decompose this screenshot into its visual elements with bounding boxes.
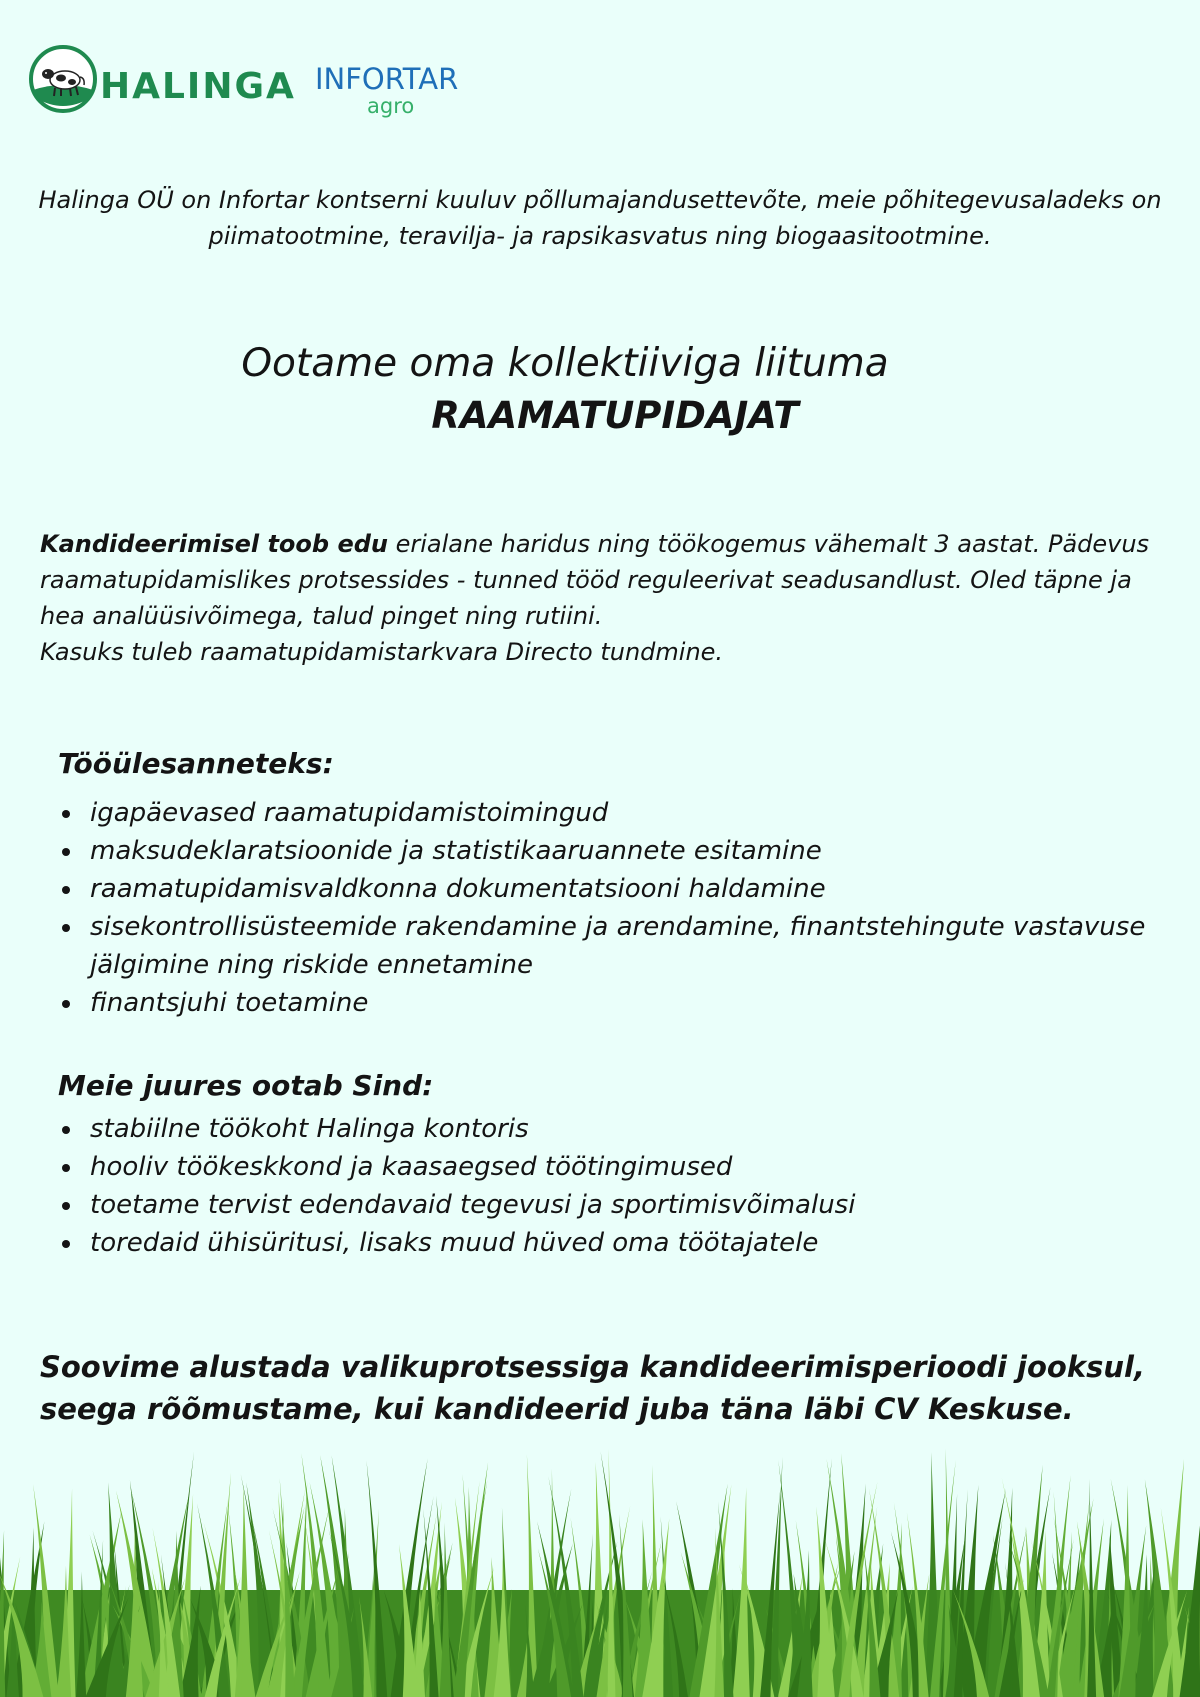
- list-item: igapäevased raamatupidamistoimingud: [58, 794, 1188, 832]
- headline-line1: Ootame oma kollektiiviga liituma: [241, 341, 889, 386]
- headline: [0, 338, 1200, 442]
- cow-logo-icon: [28, 44, 98, 114]
- list-item: toredaid ühisüritusi, lisaks muud hüved oma töötajatele: [58, 1224, 1188, 1262]
- list-item: maksudeklaratsioonide ja statistikaaruannete esitamine: [58, 832, 1188, 870]
- offer-title: Meie juures ootab Sind:: [58, 1069, 434, 1102]
- company-intro: Halinga OÜ on Infortar kontserni kuuluv põllumajandusettevõte, meie põhitegevusaladeks on piimatootmine, teravilja- ja rapsikasvatus ning biogaasitootmine.: [38, 186, 1162, 250]
- list-item: raamatupidamisvaldkonna dokumentatsiooni haldamine: [58, 870, 1188, 908]
- infortar-logo-subtext: agro: [367, 94, 415, 118]
- list-item: finantsjuhi toetamine: [58, 984, 1188, 1022]
- infortar-logo-text: INFORTAR: [315, 62, 459, 96]
- infortar-logo: [315, 62, 485, 122]
- job-title: RAAMATUPIDAJAT: [431, 394, 799, 437]
- qualifications-paragraph: [40, 526, 1180, 670]
- offer-list: [58, 1110, 1188, 1262]
- tasks-list: [58, 794, 1188, 1022]
- list-item: hooliv töökeskkond ja kaasaegsed töötingimused: [58, 1148, 1188, 1186]
- tasks-title: Tööülesanneteks:: [58, 747, 334, 780]
- list-item: sisekontrollisüsteemide rakendamine ja arendamine, finantstehingute vastavuse jälgimine ning riskide ennetamine: [58, 908, 1188, 984]
- qualifications-lead: Kandideerimisel toob edu: [40, 530, 388, 558]
- qualifications-text: erialane haridus ning töökogemus vähemalt 3 aastat. Pädevus raamatupidamislikes protsessides - tunned tööd reguleerivat seadusandlust. Oled täpne ja hea analüüsivõimega, talud pinget ning rutiini.: [40, 530, 1150, 630]
- list-item: stabiilne töökoht Halinga kontoris: [58, 1110, 1188, 1148]
- halinga-logo-text: HALINGA: [100, 66, 296, 107]
- grass-decoration: [0, 1440, 1200, 1697]
- list-item: toetame tervist edendavaid tegevusi ja sportimisvõimalusi: [58, 1186, 1188, 1224]
- grass-blade: [607, 1449, 615, 1697]
- qualifications-extra: Kasuks tuleb raamatupidamistarkvara Directo tundmine.: [40, 638, 724, 666]
- closing-statement: Soovime alustada valikuprotsessiga kandideerimisperioodi jooksul, seega rõõmustame, kui kandideerid juba täna läbi CV Keskuse.: [40, 1350, 1145, 1426]
